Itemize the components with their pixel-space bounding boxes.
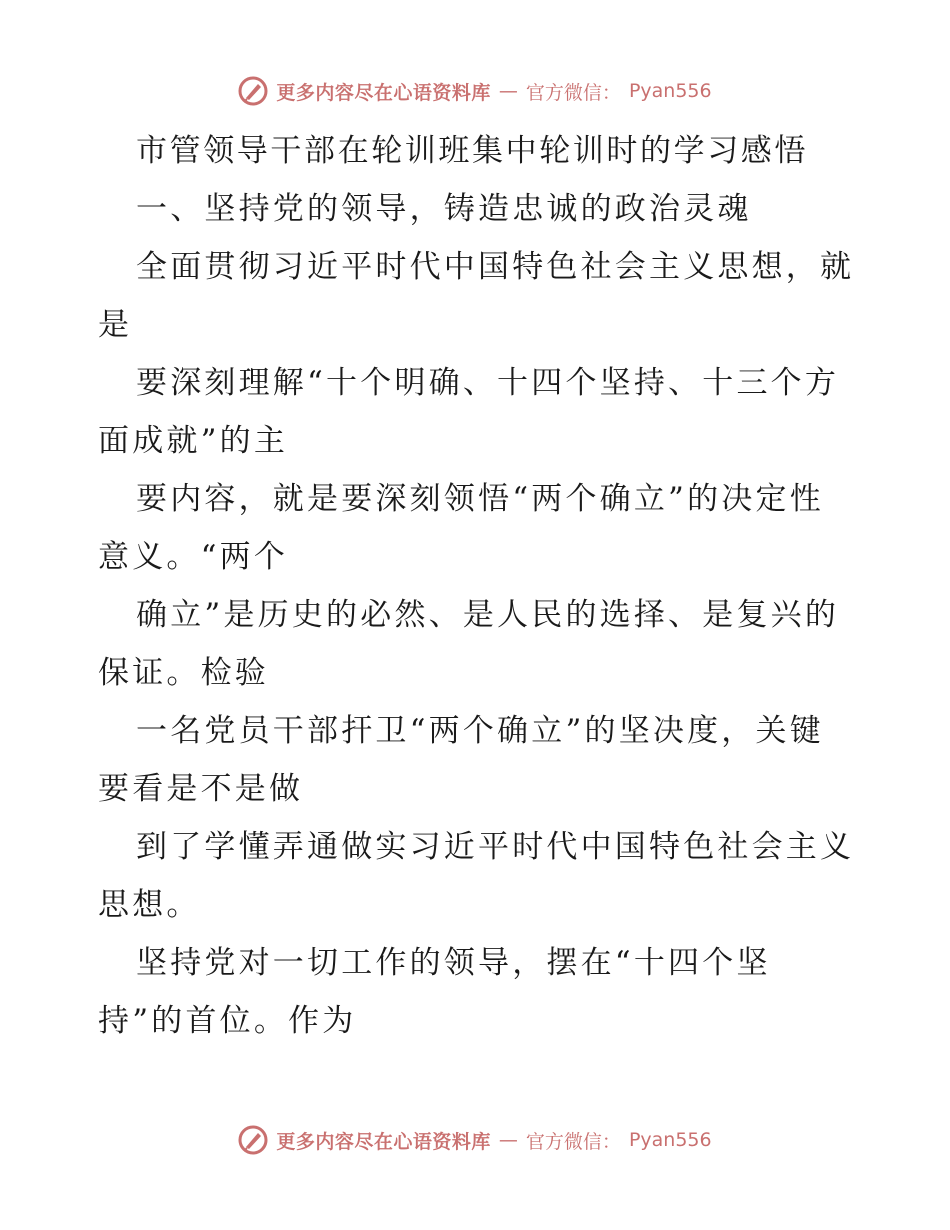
paragraph-line: 持”的首位。作为 [98,1003,357,1039]
footer-watermark [0,1120,950,1160]
paragraph-line: 到了学懂弄通做实习近平时代中国特色社会主义 [136,829,855,865]
paragraph-line: 坚持党对一切工作的领导，摆在“十四个坚 [136,945,771,981]
document-title: 市管领导干部在轮训班集中轮训时的学习感悟 [136,133,808,169]
quill-logo-icon [238,1125,268,1155]
watermark-wechat-id: Pyan556 [628,80,712,102]
watermark-separator: — [498,80,518,102]
paragraph-line: 是 [98,307,133,343]
paragraph-line: 意义。“两个 [98,539,289,575]
document-body [98,122,858,1050]
watermark-official: 官方微信： [525,1130,621,1153]
paragraph-line: 一名党员干部扞卫“两个确立”的坚决度，关键 [136,713,824,749]
paragraph-line: 全面贯彻习近平时代中国特色社会主义思想，就 [136,249,855,285]
header-watermark [0,71,950,111]
quill-logo-icon [238,76,268,106]
paragraph-line: 要内容，就是要深刻领悟“两个确立”的决定性 [136,481,824,517]
paragraph-line: 要看是不是做 [98,771,304,807]
watermark-brand: 更多内容尽在心语资料库 [276,1130,491,1153]
paragraph-line: 保证。检验 [98,655,269,691]
watermark-official: 官方微信： [525,81,621,104]
watermark-wechat-id: Pyan556 [628,1129,712,1151]
watermark-separator: — [498,1129,518,1151]
watermark-brand: 更多内容尽在心语资料库 [276,81,491,104]
paragraph-line: 要深刻理解“十个明确、十四个坚持、十三个方 [136,365,840,401]
paragraph-line: 确立”是历史的必然、是人民的选择、是复兴的 [136,597,840,633]
section-heading: 一、坚持党的领导，铸造忠诚的政治灵魂 [136,191,752,227]
paragraph-line: 面成就”的主 [98,423,289,459]
paragraph-line: 思想。 [98,887,201,923]
